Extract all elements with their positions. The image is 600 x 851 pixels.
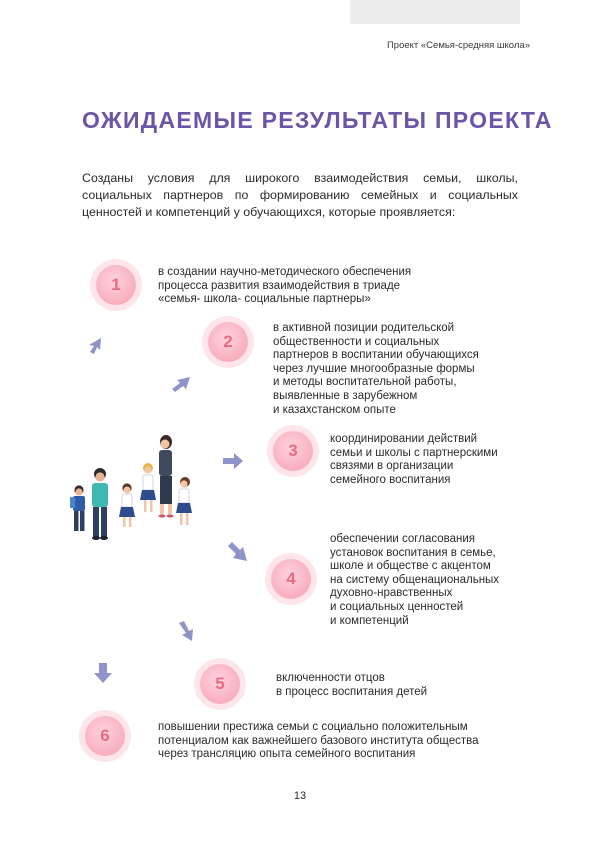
result-number-5: 5 xyxy=(200,664,240,704)
result-text-4: обеспечении согласования установок воспитания в семье, школе и обществе с акцентом на систему общенациональных духовно-нравственных и социальных ценностей и компетенций xyxy=(330,533,500,627)
intro-paragraph: Созданы условия для широкого взаимодействия семьи, школы, социальных партнеров по формированию семейных и социальных ценностей и компетенций у обучающихся, которые проявляется: xyxy=(82,171,518,219)
result-number-6: 6 xyxy=(85,716,125,756)
result-text-5: включенности отцов в процесс воспитания детей xyxy=(276,672,428,698)
page-title: ОЖИДАЕМЫЕ РЕЗУЛЬТАТЫ ПРОЕКТА xyxy=(82,107,553,133)
arrow-icon xyxy=(170,372,192,394)
result-number-3: 3 xyxy=(273,431,313,471)
page-number: 13 xyxy=(293,790,307,802)
arrow-icon xyxy=(222,450,244,472)
result-text-3: координировании действий семьи и школы с партнерскими связями в организации семейного воспитания xyxy=(330,433,498,486)
arrow-icon xyxy=(226,541,248,563)
result-number-4: 4 xyxy=(271,559,311,599)
result-text-6: повышении престижа семьи с социально положительным потенциалом как важнейшего базового института общества через трансляцию опыта семейного воспитания xyxy=(158,721,479,761)
arrow-icon xyxy=(86,334,108,356)
result-text-1: в создании научно-методического обеспечения процесса развития взаимодействия в триаде «семья- школа- социальные партнеры» xyxy=(158,266,412,306)
project-header: Проект «Семья-средняя школа» xyxy=(386,40,530,51)
family-teacher-illustration xyxy=(62,430,212,560)
header-bar xyxy=(350,0,520,24)
result-text-2: в активной позиции родительской общественности и социальных партнеров в воспитании обучающихся через лучшие многообразные формы и методы воспитательной работы, выявленные в зарубежном и казахстанском опыте xyxy=(273,322,479,416)
result-number-2: 2 xyxy=(208,322,248,362)
arrow-icon xyxy=(176,620,198,642)
result-number-1: 1 xyxy=(96,265,136,305)
arrow-icon xyxy=(92,662,114,684)
